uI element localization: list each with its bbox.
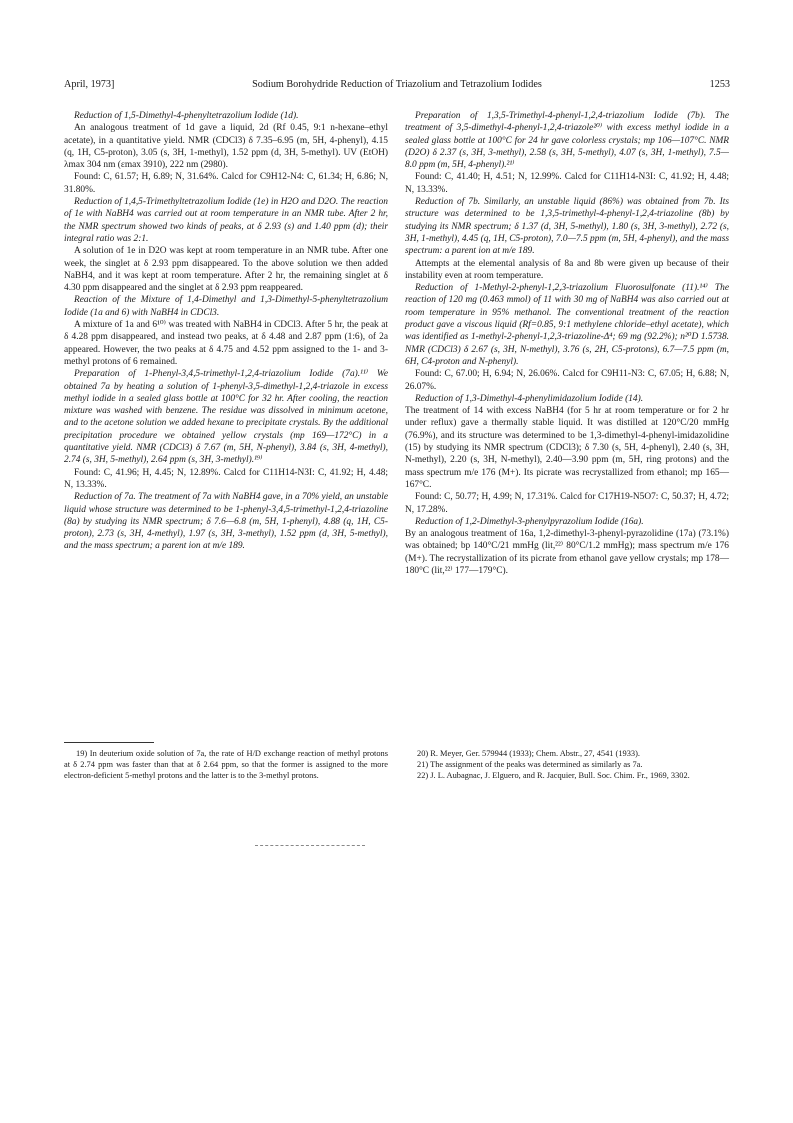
section-heading: Reduction of 1,5-Dimethyl-4-phenyltetrazolium Iodide (1d). [74, 111, 299, 121]
section-heading: Reduction of 1,2-Dimethyl-3-phenylpyrazolium Iodide (16a). [415, 516, 644, 527]
section-heading: Preparation of 1,3,5-Trimethyl-4-phenyl-1,2,4-triazolium Iodide (7b). The treatment of 3,5-dimethyl-4-phenyl-1,2,4-triazole²⁰⁾ with excess methyl iodide in a sealed glass bottle at 100°C for 24 hr gave colorless crystals; mp 106—107°C. NMR (D2O) δ 2.37 (s, 3H, 3-methyl), 2.58 (s, 3H, 5-methyl), 4.07 (s, 3H, 1-methyl), 7.5—8.0 ppm (m, 5H, 4-phenyl).²¹⁾ [405, 111, 729, 171]
footnote: 21) The assignment of the peaks was determined as similarly as 7a. [417, 760, 643, 770]
left-column [64, 110, 388, 553]
section-heading: Reduction of 7b. Similarly, an unstable liquid (86%) was obtained from 7b. Its structure was determined to be 1,3,5-trimethyl-4-phenyl-1,2,4-triazoline (8b) by studying its NMR spectrum; δ 1.37 (d, 3H, 5-methyl), 1.80 (s, 3H, 3-methyl), 2.72 (s, 3H, 1-methyl), 4.45 (q, 1H, C5-proton), 7.0—7.5 ppm (m, 5H, 4-phenyl), and the mass spectrum: a parent ion at m/e 189. [405, 197, 729, 257]
paragraph: A mixture of 1a and 6¹⁰⁾ was treated with NaBH4 in CDCl3. After 5 hr, the peak at δ 4.28 ppm disappeared, and instead two peaks, at δ 4.48 and 2.87 ppm (1:6), of 2a appeared. However, the two peaks at δ 4.75 and 4.52 ppm assigned to the 1- and 3-methyl protons of 6 remained. [64, 320, 388, 367]
paragraph: The treatment of 14 with excess NaBH4 (for 5 hr at room temperature or for 2 hr under reflux) gave a thermally stable liquid. It was distilled at 120°C/20 mmHg (76.9%), and its structure was determined to be 1,3-dimethyl-4-phenyl-imidazolidine (15) by studying its NMR spectrum (CDCl3); δ 7.30 (s, 5H, 4-phenyl), 2.40 (s, 3H, N-methyl), 2.20 (s, 3H, N-methyl), 2.40—3.90 ppm (m, 5H, ring protons) and the mass spectrum m/e 176 (M+). Its picrate was recrystallized from ethanol; mp 165—167°C. [405, 406, 729, 490]
section-heading: Reaction of the Mixture of 1,4-Dimethyl and 1,3-Dimethyl-5-phenyltetrazolium Iodide (1a and 6) with NaBH4 in CDCl3. [64, 295, 388, 318]
paragraph: A solution of 1e in D2O was kept at room temperature in an NMR tube. After one week, the singlet at δ 2.93 ppm disappeared. To the above solution we then added NaBH4, and it was kept at room temperature. After 2 hr, the remaining singlet at δ 4.30 ppm disappeared and the singlet at δ 2.93 ppm reappeared. [64, 246, 388, 294]
paragraph: Found: C, 61.57; H, 6.89; N, 31.64%. Calcd for C9H12-N4: C, 61.34; H, 6.86; N, 31.80%. [64, 172, 388, 195]
footnote: 20) R. Meyer, Ger. 579944 (1933); Chem. Abstr., 27, 4541 (1933). [417, 749, 640, 758]
paragraph: Found: C, 41.96; H, 4.45; N, 12.89%. Calcd for C11H14-N3I: C, 41.92; H, 4.48; N, 13.33%. [64, 467, 388, 490]
header-title: Sodium Borohydride Reduction of Triazolium and Tetrazolium Iodides [252, 79, 542, 90]
header-date: April, 1973] [64, 79, 115, 90]
paragraph: Found: C, 50.77; H, 4.99; N, 17.31%. Calcd for C17H19-N5O7: C, 50.37; H, 4.72; N, 17.28%. [405, 492, 729, 515]
paragraph: Attempts at the elemental analysis of 8a and 8b were given up because of their instability even at room temperature. [405, 258, 729, 281]
footnote-rule-left [64, 742, 154, 743]
footnote: 22) J. L. Aubagnac, J. Elguero, and R. Jacquier, Bull. Soc. Chim. Fr., 1969, 3302. [417, 771, 690, 781]
section-heading: Reduction of 1,3-Dimethyl-4-phenylimidazolium Iodide (14). [415, 393, 644, 404]
page-end-dash [255, 845, 365, 846]
paragraph: Found: C, 67.00; H, 6.94; N, 26.06%. Calcd for C9H11-N3: C, 67.05; H, 6.88; N, 26.07%. [405, 369, 729, 392]
paragraph: Found: C, 41.40; H, 4.51; N, 12.99%. Calcd for C11H14-N3I: C, 41.92; H, 4.48; N, 13.33%. [405, 172, 729, 195]
paragraph: By an analogous treatment of 16a, 1,2-dimethyl-3-phenyl-pyrazolidine (17a) (73.1%) was obtained; bp 140°C/21 mmHg (lit,²²⁾ 80°C/1.2 mmHg); mass spectrum m/e 176 (M+). The recrystallization of its picrate from ethanol gave yellow crystals; mp 178—180°C (lit,²²⁾ 177—179°C). [405, 529, 729, 576]
paragraph: An analogous treatment of 1d gave a liquid, 2d (Rf 0.45, 9:1 n-hexane–ethyl acetate), in a quantitative yield. NMR (CDCl3) δ 7.35–6.95 (m, 5H, 4-phenyl), 4.15 (q, 1H, C5-proton), 3.05 (s, 3H, 1-methyl), 1.52 ppm (d, 3H, 5-methyl). UV (EtOH) λmax 304 nm (εmax 3910), 222 nm (2980). [64, 123, 388, 171]
footnote: 19) In deuterium oxide solution of 7a, the rate of H/D exchange reaction of methyl protons at δ 2.74 ppm was faster than that at δ 2.64 ppm, so that the former is assigned to the more electron-deficient 5-methyl protons and the latter is to the 3-methyl protons. [64, 749, 388, 781]
footnotes-left [64, 748, 388, 782]
page-number: 1253 [709, 79, 730, 90]
section-heading: Reduction of 1-Methyl-2-phenyl-1,2,3-triazolium Fluorosulfonate (11).¹⁴⁾ The reaction of 120 mg (0.463 mmol) of 11 with 30 mg of NaBH4 was also carried out at room temperature in 95% methanol. The conventional treatment of the reaction product gave a viscous liquid (Rf=0.85, 9:1 methylene chloride–ethyl acetate), which was identified as 1-methyl-2-phenyl-1,2,3-triazoline-Δ⁴; 69 mg (92.2%); n²⁰D 1.5738. NMR (CDCl3) δ 2.67 (s, 3H, N-methyl), 3.76 (s, 2H, C5-protons), 6.7—7.5 ppm (m, 6H, C4-proton and N-phenyl). [405, 283, 729, 367]
section-heading: Reduction of 1,4,5-Trimethyltetrazolium Iodide (1e) in H2O and D2O. The reaction of 1e with NaBH4 was carried out at room temperature in an NMR tube. After 2 hr, the NMR spectrum showed two kinds of peaks, at δ 2.93 (s) and 1.40 ppm (d); their integral ratio was 2:1. [64, 197, 388, 244]
footnotes-right [405, 748, 729, 782]
running-header [64, 78, 730, 92]
section-heading: Reduction of 7a. The treatment of 7a with NaBH4 gave, in a 70% yield, an unstable liquid whose structure was determined to be 1-phenyl-3,4,5-trimethyl-1,2,4-triazoline (8a) by studying its NMR spectrum; δ 7.6—6.8 (m, 5H, 1-phenyl), 4.88 (q, 1H, C5-proton), 2.73 (s, 3H, 4-methyl), 1.97 (s, 3H, 3-methyl), 1.52 ppm (d, 3H, 5-methyl), and the mass spectrum; a parent ion at m/e 189. [64, 492, 388, 552]
section-heading: Preparation of 1-Phenyl-3,4,5-trimethyl-1,2,4-triazolium Iodide (7a).¹¹⁾ We obtained 7a by heating a solution of 1-phenyl-3,5-dimethyl-1,2,4-triazole in excess methyl iodide in a sealed glass bottle at 100°C for 32 hr. After cooling, the reaction mixture was washed with benzene. The residue was dissolved in minimum acetone, and to the acetone solution we added hexane to precipitate crystals. By the additional precipitation procedure we obtained yellow crystals (mp 169—172°C) in a quantitative yield. NMR (CDCl3) δ 7.67 (m, 5H, N-phenyl), 3.84 (s, 3H, 4-methyl), 2.74 (s, 3H, 5-methyl), 2.64 ppm (s, 3H, 3-methyl).¹⁹⁾ [64, 369, 388, 466]
right-column [405, 110, 729, 577]
